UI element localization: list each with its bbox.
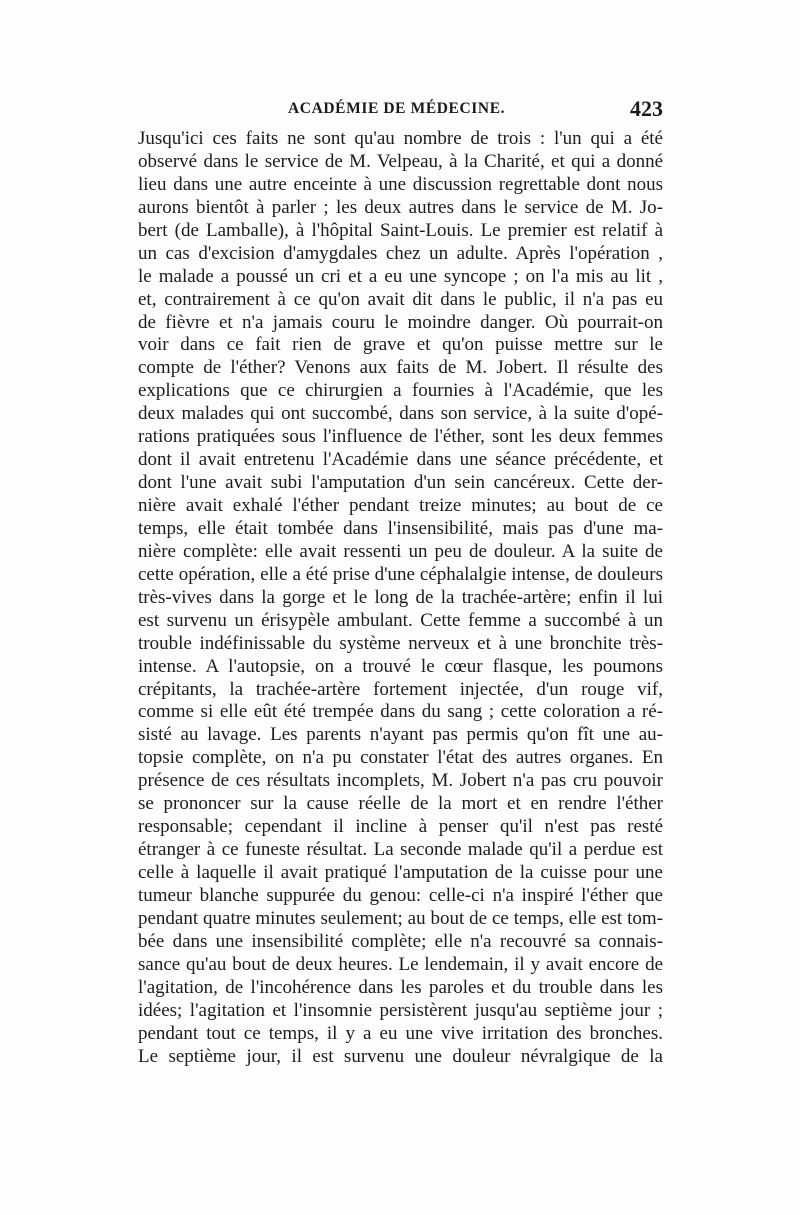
text-line: tumeur blanche suppurée du genou: celle-ci n'a inspiré l'éther que bbox=[138, 884, 663, 906]
text-line: nière complète: elle avait ressenti un peu de douleur. A la suite de bbox=[138, 540, 663, 562]
text-line: deux malades qui ont succombé, dans son service, à la suite d'opé- bbox=[138, 403, 663, 425]
text-line: sance qu'au bout de deux heures. Le lendemain, il y avait encore de bbox=[138, 953, 663, 975]
text-line: idées; l'agitation et l'insomnie persistèrent jusqu'au septième jour ; bbox=[138, 999, 663, 1021]
text-line: étranger à ce funeste résultat. La seconde malade qu'il a perdue est bbox=[138, 839, 663, 861]
text-line: topsie complète, on n'a pu constater l'état des autres organes. En bbox=[138, 747, 663, 769]
text-line: de fièvre et n'a jamais couru le moindre danger. Où pourrait-on bbox=[138, 311, 663, 333]
text-line: cette opération, elle a été prise d'une céphalalgie intense, de douleurs bbox=[138, 563, 663, 585]
running-title: ACADÉMIE DE MÉDECINE. bbox=[288, 100, 506, 117]
text-line: dont l'une avait subi l'amputation d'un sein cancéreux. Cette der- bbox=[138, 472, 663, 494]
text-line: explications que ce chirurgien a fournies à l'Académie, que les bbox=[138, 380, 663, 402]
text-line: et, contrairement à ce qu'on avait dit dans le public, il n'a pas eu bbox=[138, 288, 663, 310]
text-line: nière avait exhalé l'éther pendant treize minutes; au bout de ce bbox=[138, 495, 663, 516]
text-line: comme si elle eût été trempée dans du sang ; cette coloration a ré- bbox=[138, 701, 663, 723]
text-line: présence de ces résultats incomplets, M. Jobert n'a pas cru pouvoir bbox=[138, 770, 663, 792]
running-header bbox=[138, 96, 663, 126]
text-line: Le septième jour, il est survenu une douleur névralgique de la bbox=[138, 1045, 663, 1067]
text-line: dont il avait entretenu l'Académie dans une séance précédente, et bbox=[138, 449, 663, 471]
text-line: trouble indéfinissable du système nerveux et à une bronchite très- bbox=[138, 632, 663, 654]
text-line: l'agitation, de l'incohérence dans les paroles et du trouble dans les bbox=[138, 976, 663, 998]
text-line: lieu dans une autre enceinte à une discussion regrettable dont nous bbox=[138, 173, 663, 195]
text-line: est survenu un érisypèle ambulant. Cette femme a succombé à un bbox=[138, 609, 663, 631]
text-line: bert (de Lamballe), à l'hôpital Saint-Louis. Le premier est relatif à bbox=[138, 219, 663, 241]
text-line: se prononcer sur la cause réelle de la mort et en rendre l'éther bbox=[138, 793, 663, 815]
text-line: rations pratiquées sous l'influence de l'éther, sont les deux femmes bbox=[138, 426, 663, 448]
text-line: pendant tout ce temps, il y a eu une vive irritation des bronches. bbox=[138, 1022, 663, 1044]
text-line: compte de l'éther? Venons aux faits de M. Jobert. Il résulte des bbox=[138, 357, 663, 379]
text-line: Jusqu'ici ces faits ne sont qu'au nombre de trois : l'un qui a été bbox=[138, 128, 663, 149]
text-line: sisté au lavage. Les parents n'ayant pas permis qu'on fît une au- bbox=[138, 724, 663, 746]
text-line: observé dans le service de M. Velpeau, à la Charité, et qui a donné bbox=[138, 150, 663, 172]
text-line: temps, elle était tombée dans l'insensibilité, mais pas d'une ma- bbox=[138, 517, 663, 539]
text-line: celle à laquelle il avait pratiqué l'amputation de la cuisse pour une bbox=[138, 862, 663, 883]
text-line: crépitants, la trachée-artère fortement injectée, d'un rouge vif, bbox=[138, 678, 663, 700]
text-line: bée dans une insensibilité complète; elle n'a recouvré sa connais- bbox=[138, 930, 663, 952]
text-line: aurons bientôt à parler ; les deux autres dans le service de M. Jo- bbox=[138, 196, 663, 218]
page-number: 423 bbox=[630, 96, 663, 121]
text-line: très-vives dans la gorge et le long de la trachée-artère; enfin il lui bbox=[138, 586, 663, 608]
text-line: intense. A l'autopsie, on a trouvé le cœur flasque, les poumons bbox=[138, 655, 663, 677]
text-line: pendant quatre minutes seulement; au bout de ce temps, elle est tom- bbox=[138, 907, 663, 929]
text-line: voir dans ce fait rien de grave et qu'on puisse mettre sur le bbox=[138, 334, 663, 356]
text-line: le malade a poussé un cri et a eu une syncope ; on l'a mis au lit , bbox=[138, 265, 663, 287]
text-line: responsable; cependant il incline à penser qu'il n'est pas resté bbox=[138, 816, 663, 838]
body-text bbox=[138, 128, 663, 1068]
text-line: un cas d'excision d'amygdales chez un adulte. Après l'opération , bbox=[138, 242, 663, 264]
